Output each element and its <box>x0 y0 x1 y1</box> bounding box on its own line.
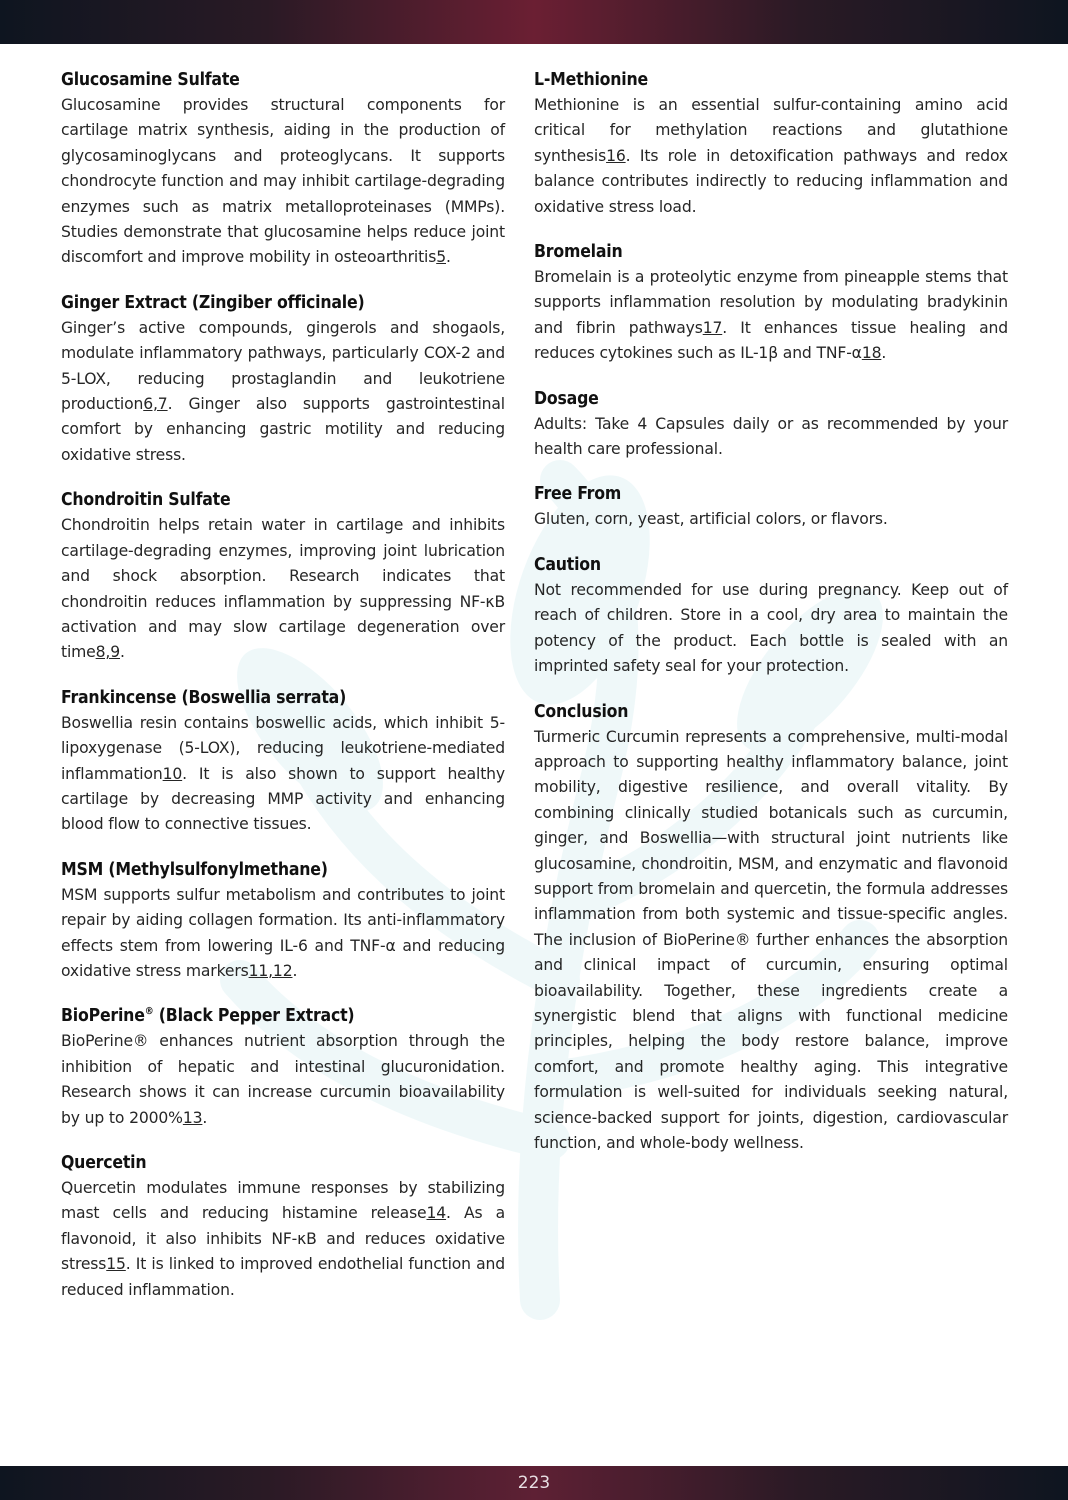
citation-link[interactable]: 16 <box>606 146 626 165</box>
heading-text: BioPerine <box>61 1006 145 1027</box>
section-body <box>61 316 505 468</box>
heading-text: Frankincense (Boswellia serrata) <box>61 687 347 708</box>
body-text-segment: . <box>881 344 887 363</box>
citation-link[interactable]: 18 <box>861 344 882 363</box>
heading-text: Bromelain <box>534 242 623 263</box>
section-l-methionine <box>534 70 1008 220</box>
body-text-segment: . <box>120 643 125 662</box>
footer-band <box>0 1466 1068 1500</box>
body-text-segment: . It enhances tissue healing and reduces cytokines such as IL-1β and TNF-α <box>534 318 1008 363</box>
left-column <box>61 70 505 1325</box>
section-msm-methylsulfonylmethane <box>61 860 505 985</box>
section-body <box>61 93 505 271</box>
citation-link[interactable]: 6,7 <box>143 395 168 414</box>
body-text-segment: Adults: Take 4 Capsules daily or as recommended by your health care professional. <box>534 414 1008 459</box>
section-heading <box>61 70 505 90</box>
body-text-segment: Turmeric Curcumin represents a comprehensive, multi-modal approach to supporting healthy inflammatory balance, joint mobility, digestive resilience, and overall vitality. By combining clinically studied botanicals such as curcumin, ginger, and Boswellia—with structural joint nutrients like glucosamine, chondroitin, MSM, and enzymatic and flavonoid support from bromelain and quercetin, the formula addresses inflammation from both systemic and tissue-specific angles. The inclusion of BioPerine® further enhances the absorption and clinical impact of curcumin, ensuring optimal bioavailability. Together, these ingredients create a synergistic blend that aligns with functional medicine principles, helping the body restore balance, improve comfort, and promote healthy aging. This integrative formulation is well-suited for individuals seeking natural, science-backed support for joints, digestion, cardiovascular function, and whole-body wellness. <box>534 727 1008 1152</box>
body-text-segment: . <box>202 1108 208 1127</box>
heading-text: Chondroitin Sulfate <box>61 490 231 511</box>
body-text-segment: . As a flavonoid, it also inhibits NF-κB and reduces oxidative stress <box>61 1204 505 1274</box>
heading-text: MSM (Methylsulfonylmethane) <box>61 859 328 880</box>
section-heading <box>61 490 505 510</box>
body-text-segment: Boswellia resin contains boswellic acids, which inhibit 5-lipoxygenase (5-LOX), reducing leukotriene-mediated inflammation <box>61 713 505 783</box>
section-body <box>534 578 1008 680</box>
heading-text: L-Methionine <box>534 70 648 90</box>
heading-text: Dosage <box>534 388 599 409</box>
body-text-segment: Methionine is an essential sulfur-containing amino acid critical for methylation reactions and glutathione synthesis <box>534 96 1008 165</box>
section-body <box>534 725 1008 1157</box>
body-text-segment: . It is also shown to support healthy cartilage by decreasing MMP activity and enhancing blood flow to connective tissues. <box>61 764 505 834</box>
section-body <box>534 93 1008 220</box>
section-heading <box>61 1006 505 1026</box>
section-body <box>61 513 505 665</box>
section-free-from <box>534 484 1008 532</box>
citation-link[interactable]: 17 <box>702 318 723 337</box>
heading-text: Glucosamine Sulfate <box>61 70 240 90</box>
body-text-segment: . Its role in detoxification pathways and redox balance contributes indirectly to reducing inflammation and oxidative stress load. <box>534 146 1008 216</box>
body-text-segment: Gluten, corn, yeast, artificial colors, or flavors. <box>534 510 888 529</box>
citation-link[interactable]: 8,9 <box>95 643 120 662</box>
section-quercetin <box>61 1153 505 1303</box>
citation-link[interactable]: 11,12 <box>248 961 293 980</box>
section-body <box>61 1029 505 1131</box>
citation-link[interactable]: 13 <box>182 1108 203 1127</box>
registered-mark: ® <box>144 1006 154 1018</box>
body-text-segment: Bromelain is a proteolytic enzyme from pineapple stems that supports inflammation resolution by modulating bradykinin and fibrin pathways <box>534 268 1008 337</box>
heading-suffix: (Black Pepper Extract) <box>153 1006 355 1027</box>
section-bioperine-black-pepper-extract <box>61 1006 505 1131</box>
section-heading <box>534 484 1008 504</box>
body-text-segment: Ginger’s active compounds, gingerols and shogaols, modulate inflammatory pathways, particularly COX-2 and 5-LOX, reducing prostaglandin and leukotriene production <box>61 318 505 414</box>
section-body <box>534 412 1008 463</box>
body-text-segment: Glucosamine provides structural components for cartilage matrix synthesis, aiding in the production of glycosaminoglycans and proteoglycans. It supports chondrocyte function and may inhibit cartilage-degrading enzymes such as matrix metalloproteinases (MMPs). Studies demonstrate that glucosamine helps reduce joint discomfort and improve mobility in osteoarthritis <box>61 96 505 267</box>
body-text-segment: . It is linked to improved endothelial function and reduced inflammation. <box>61 1255 505 1299</box>
section-heading <box>534 70 1008 90</box>
heading-text: Caution <box>534 554 601 575</box>
heading-text: Quercetin <box>61 1153 147 1173</box>
section-heading <box>534 555 1008 575</box>
section-frankincense-boswellia-serrata <box>61 688 505 838</box>
section-heading <box>61 860 505 880</box>
body-text-segment: BioPerine® enhances nutrient absorption through the inhibition of hepatic and intestinal glucuronidation. Research shows it can increase curcumin bioavailability by up to 2000% <box>61 1032 505 1127</box>
section-heading <box>534 242 1008 262</box>
page-number: 223 <box>517 1473 551 1493</box>
body-text-segment: Not recommended for use during pregnancy. Keep out of reach of children. Store in a cool, dry area to maintain the potency of the product. Each bottle is sealed with an imprinted safety seal for your protection. <box>534 580 1008 676</box>
body-text-segment: Chondroitin helps retain water in cartilage and inhibits cartilage-degrading enzymes, improving joint lubrication and shock absorption. Research indicates that chondroitin reduces inflammation by suppressing NF-κB activation and may slow cartilage degeneration over time <box>61 516 505 662</box>
section-ginger-extract-zingiber-officinale <box>61 293 505 468</box>
section-caution <box>534 555 1008 680</box>
section-heading <box>61 1153 505 1173</box>
section-body <box>534 265 1008 367</box>
citation-link[interactable]: 15 <box>106 1255 126 1274</box>
section-body <box>61 883 505 985</box>
section-heading <box>534 702 1008 722</box>
section-bromelain <box>534 242 1008 367</box>
section-body <box>61 711 505 838</box>
citation-link[interactable]: 5 <box>436 248 446 267</box>
section-body <box>534 507 1008 532</box>
section-dosage <box>534 389 1008 463</box>
heading-text: Ginger Extract (Zingiber officinale) <box>61 292 365 313</box>
section-chondroitin-sulfate <box>61 490 505 665</box>
section-body <box>61 1176 505 1303</box>
heading-text: Free From <box>534 484 622 505</box>
body-text-segment: . <box>446 248 451 267</box>
section-heading <box>61 688 505 708</box>
right-column <box>534 70 1008 1178</box>
body-text-segment: MSM supports sulfur metabolism and contributes to joint repair by aiding collagen formation. Its anti-inflammatory effects stem from lowering IL-6 and TNF-α and reducing oxidative stress markers <box>61 885 505 980</box>
body-text-segment: . Ginger also supports gastrointestinal comfort by enhancing gastric motility and reducing oxidative stress. <box>61 395 505 464</box>
section-glucosamine-sulfate <box>61 70 505 271</box>
section-conclusion <box>534 702 1008 1157</box>
citation-link[interactable]: 10 <box>162 764 183 783</box>
header-band <box>0 0 1068 44</box>
body-text-segment: Quercetin modulates immune responses by stabilizing mast cells and reducing histamine release <box>61 1179 505 1223</box>
section-heading <box>61 293 505 313</box>
citation-link[interactable]: 14 <box>426 1204 447 1223</box>
body-text-segment: . <box>292 961 298 980</box>
section-heading <box>534 389 1008 409</box>
heading-text: Conclusion <box>534 701 629 722</box>
